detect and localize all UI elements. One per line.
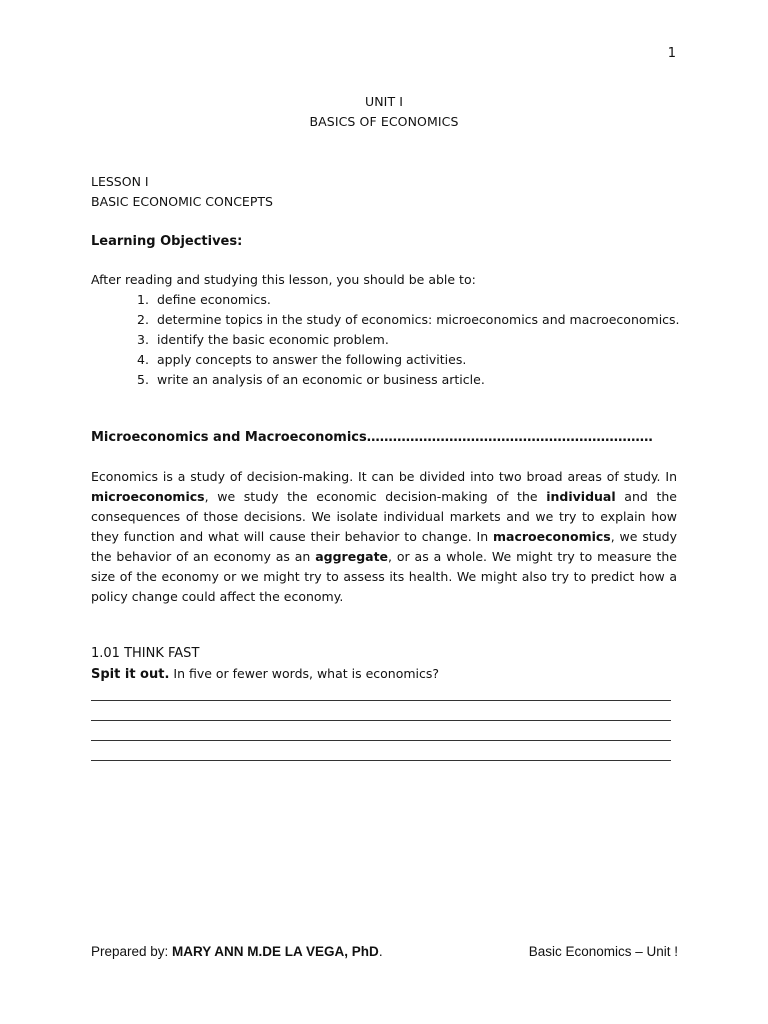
- list-item: [137, 330, 680, 350]
- lesson-number: LESSON I: [91, 174, 149, 189]
- list-item: [137, 350, 680, 370]
- paragraph-text: , we study the economic decision-making of the: [204, 489, 547, 504]
- term-aggregate: aggregate: [315, 549, 389, 564]
- think-fast-prompt: [91, 666, 439, 682]
- term-individual: individual: [546, 489, 616, 504]
- unit-subtitle: BASICS OF ECONOMICS: [309, 114, 459, 129]
- economics-paragraph: [91, 467, 677, 607]
- paragraph-text: , or as a whole. We might try to measure the size of the economy or we might try to assess its health. We might also try to predict how a policy change could affect the economy.: [91, 549, 678, 604]
- paragraph-text: Economics is a study of decision-making. It can be divided into two broad areas of study. In: [91, 469, 677, 484]
- answer-line[interactable]: [91, 700, 671, 701]
- list-item-text: determine topics in the study of economics: microeconomics and macroeconomics.: [157, 312, 680, 327]
- lesson-title: BASIC ECONOMIC CONCEPTS: [91, 194, 273, 209]
- objectives-intro: After reading and studying this lesson, you should be able to:: [91, 272, 476, 287]
- footer-period: .: [378, 944, 383, 959]
- term-macroeconomics: macroeconomics: [492, 529, 611, 544]
- list-item-number: 4.: [137, 352, 149, 367]
- answer-line[interactable]: [91, 740, 671, 741]
- list-item-number: 3.: [137, 332, 149, 347]
- author-name: MARY ANN M.DE LA VEGA, PhD: [172, 944, 379, 959]
- think-fast-title: 1.01 THINK FAST: [91, 646, 200, 661]
- answer-line[interactable]: [91, 720, 671, 721]
- paragraph-text: and the consequences of those decisions. We isolate individual markets and we try to explain how they function and what will cause their behavior to change. In: [91, 489, 677, 544]
- list-item: [137, 310, 680, 330]
- objectives-list: [137, 290, 680, 390]
- list-item-text: identify the basic economic problem.: [157, 332, 389, 347]
- page-number: 1: [667, 46, 676, 61]
- prompt-text: In five or fewer words, what is economics?: [169, 666, 440, 681]
- answer-line[interactable]: [91, 760, 671, 761]
- list-item-number: 5.: [137, 372, 149, 387]
- list-item: [137, 370, 680, 390]
- unit-title: UNIT I: [364, 94, 404, 109]
- term-microeconomics: microeconomics: [91, 489, 205, 504]
- prepared-label: Prepared by:: [91, 944, 173, 959]
- list-item-number: 1.: [137, 292, 149, 307]
- list-item-number: 2.: [137, 312, 149, 327]
- list-item: [137, 290, 680, 310]
- list-item-text: define economics.: [157, 292, 271, 307]
- prompt-bold: Spit it out.: [91, 667, 170, 682]
- section-heading: Microeconomics and Macroeconomics…………………………………………………………: [91, 430, 653, 445]
- list-item-text: apply concepts to answer the following activities.: [157, 352, 467, 367]
- paragraph-text: , we study the behavior of an economy as an: [91, 529, 677, 564]
- footer-course: Basic Economics – Unit !: [528, 944, 678, 959]
- footer-prepared-by: [91, 944, 383, 959]
- learning-objectives-heading: Learning Objectives:: [91, 234, 243, 249]
- list-item-text: write an analysis of an economic or business article.: [157, 372, 485, 387]
